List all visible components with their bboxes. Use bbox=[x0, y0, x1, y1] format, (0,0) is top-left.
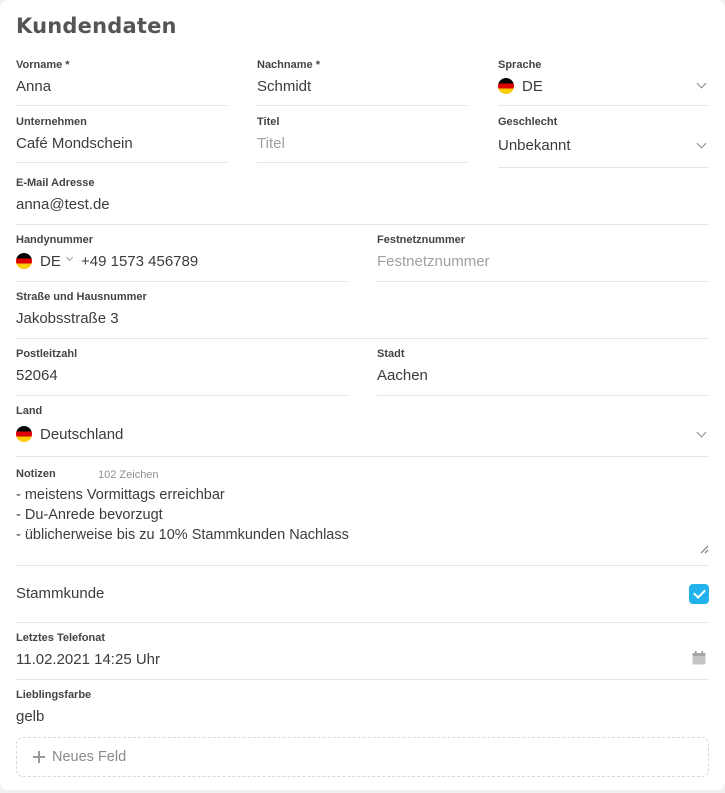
strasse-field[interactable] bbox=[16, 291, 709, 339]
notes-line: - Du-Anrede bevorzugt bbox=[16, 507, 163, 523]
titel-label: Titel bbox=[257, 116, 280, 128]
farbe-field[interactable] bbox=[16, 689, 709, 729]
vorname-value: Anna bbox=[16, 78, 52, 95]
strasse-label: Straße und Hausnummer bbox=[16, 291, 147, 303]
titel-field[interactable] bbox=[257, 116, 468, 164]
farbe-value: gelb bbox=[16, 708, 45, 725]
sprache-label: Sprache bbox=[498, 59, 542, 71]
divider bbox=[498, 105, 709, 106]
festnetz-label: Festnetznummer bbox=[377, 234, 466, 246]
chevron-down-icon bbox=[697, 139, 707, 149]
handy-label: Handynummer bbox=[16, 234, 94, 246]
sprache-select[interactable] bbox=[498, 59, 709, 107]
plz-field[interactable] bbox=[16, 348, 348, 396]
plz-value: 52064 bbox=[16, 367, 58, 384]
divider bbox=[16, 224, 709, 225]
divider bbox=[16, 105, 228, 106]
email-field[interactable] bbox=[16, 177, 709, 225]
unternehmen-value: Café Mondschein bbox=[16, 135, 133, 152]
divider bbox=[16, 395, 348, 396]
unternehmen-field[interactable] bbox=[16, 116, 228, 164]
divider bbox=[16, 565, 709, 566]
titel-placeholder: Titel bbox=[257, 135, 285, 152]
divider bbox=[16, 338, 709, 339]
notes-line: - meistens Vormittags erreichbar bbox=[16, 487, 225, 503]
calendar-icon[interactable] bbox=[692, 651, 706, 665]
divider bbox=[16, 679, 709, 680]
festnetz-field[interactable] bbox=[377, 234, 709, 282]
divider bbox=[16, 162, 228, 163]
telefonat-field[interactable] bbox=[16, 632, 709, 680]
handy-field[interactable] bbox=[16, 234, 348, 282]
chevron-down-icon[interactable] bbox=[66, 254, 73, 261]
sprache-value: DE bbox=[522, 78, 543, 95]
unternehmen-label: Unternehmen bbox=[16, 116, 87, 128]
land-label: Land bbox=[16, 405, 43, 417]
stadt-label: Stadt bbox=[377, 348, 405, 360]
notes-label: Notizen bbox=[16, 468, 56, 480]
stadt-value: Aachen bbox=[377, 367, 428, 384]
divider bbox=[16, 281, 348, 282]
festnetz-placeholder: Festnetznummer bbox=[377, 253, 490, 270]
divider bbox=[16, 622, 709, 623]
add-field-button[interactable] bbox=[16, 737, 709, 777]
germany-flag-icon bbox=[498, 78, 514, 94]
nachname-field[interactable] bbox=[257, 59, 468, 107]
divider bbox=[498, 167, 709, 168]
divider bbox=[257, 105, 468, 106]
page-title: Kundendaten bbox=[16, 14, 177, 38]
email-label: E-Mail Adresse bbox=[16, 177, 95, 189]
germany-flag-icon bbox=[16, 253, 32, 269]
telefonat-value: 11.02.2021 14:25 Uhr bbox=[16, 651, 161, 668]
geschlecht-select[interactable] bbox=[498, 116, 709, 168]
add-field-label: Neues Feld bbox=[52, 749, 127, 765]
farbe-label: Lieblingsfarbe bbox=[16, 689, 92, 701]
telefonat-label: Letztes Telefonat bbox=[16, 632, 106, 644]
divider bbox=[16, 456, 709, 457]
vorname-label: Vorname * bbox=[16, 59, 70, 71]
stadt-field[interactable] bbox=[377, 348, 709, 396]
vorname-field[interactable] bbox=[16, 59, 228, 107]
email-value: anna@test.de bbox=[16, 196, 110, 213]
land-select[interactable] bbox=[16, 405, 709, 457]
nachname-value: Schmidt bbox=[257, 78, 312, 95]
plus-icon bbox=[33, 751, 45, 763]
germany-flag-icon bbox=[16, 426, 32, 442]
notes-char-count: 102 Zeichen bbox=[98, 469, 159, 481]
notes-line: - üblicherweise bis zu 10% Stammkunden Nachlass bbox=[16, 527, 349, 543]
geschlecht-label: Geschlecht bbox=[498, 116, 558, 128]
stammkunde-checkbox[interactable] bbox=[689, 584, 709, 604]
chevron-down-icon bbox=[697, 79, 707, 89]
plz-label: Postleitzahl bbox=[16, 348, 78, 360]
divider bbox=[377, 395, 709, 396]
resize-handle-icon[interactable] bbox=[699, 544, 709, 554]
stammkunde-label: Stammkunde bbox=[16, 585, 105, 602]
handy-country-code[interactable]: DE bbox=[40, 253, 61, 270]
land-value: Deutschland bbox=[40, 426, 124, 443]
divider bbox=[257, 162, 468, 163]
handy-value: +49 1573 456789 bbox=[81, 253, 199, 270]
geschlecht-value: Unbekannt bbox=[498, 137, 571, 154]
chevron-down-icon bbox=[697, 428, 707, 438]
nachname-label: Nachname * bbox=[257, 59, 320, 71]
divider bbox=[377, 281, 709, 282]
strasse-value: Jakobsstraße 3 bbox=[16, 310, 119, 327]
